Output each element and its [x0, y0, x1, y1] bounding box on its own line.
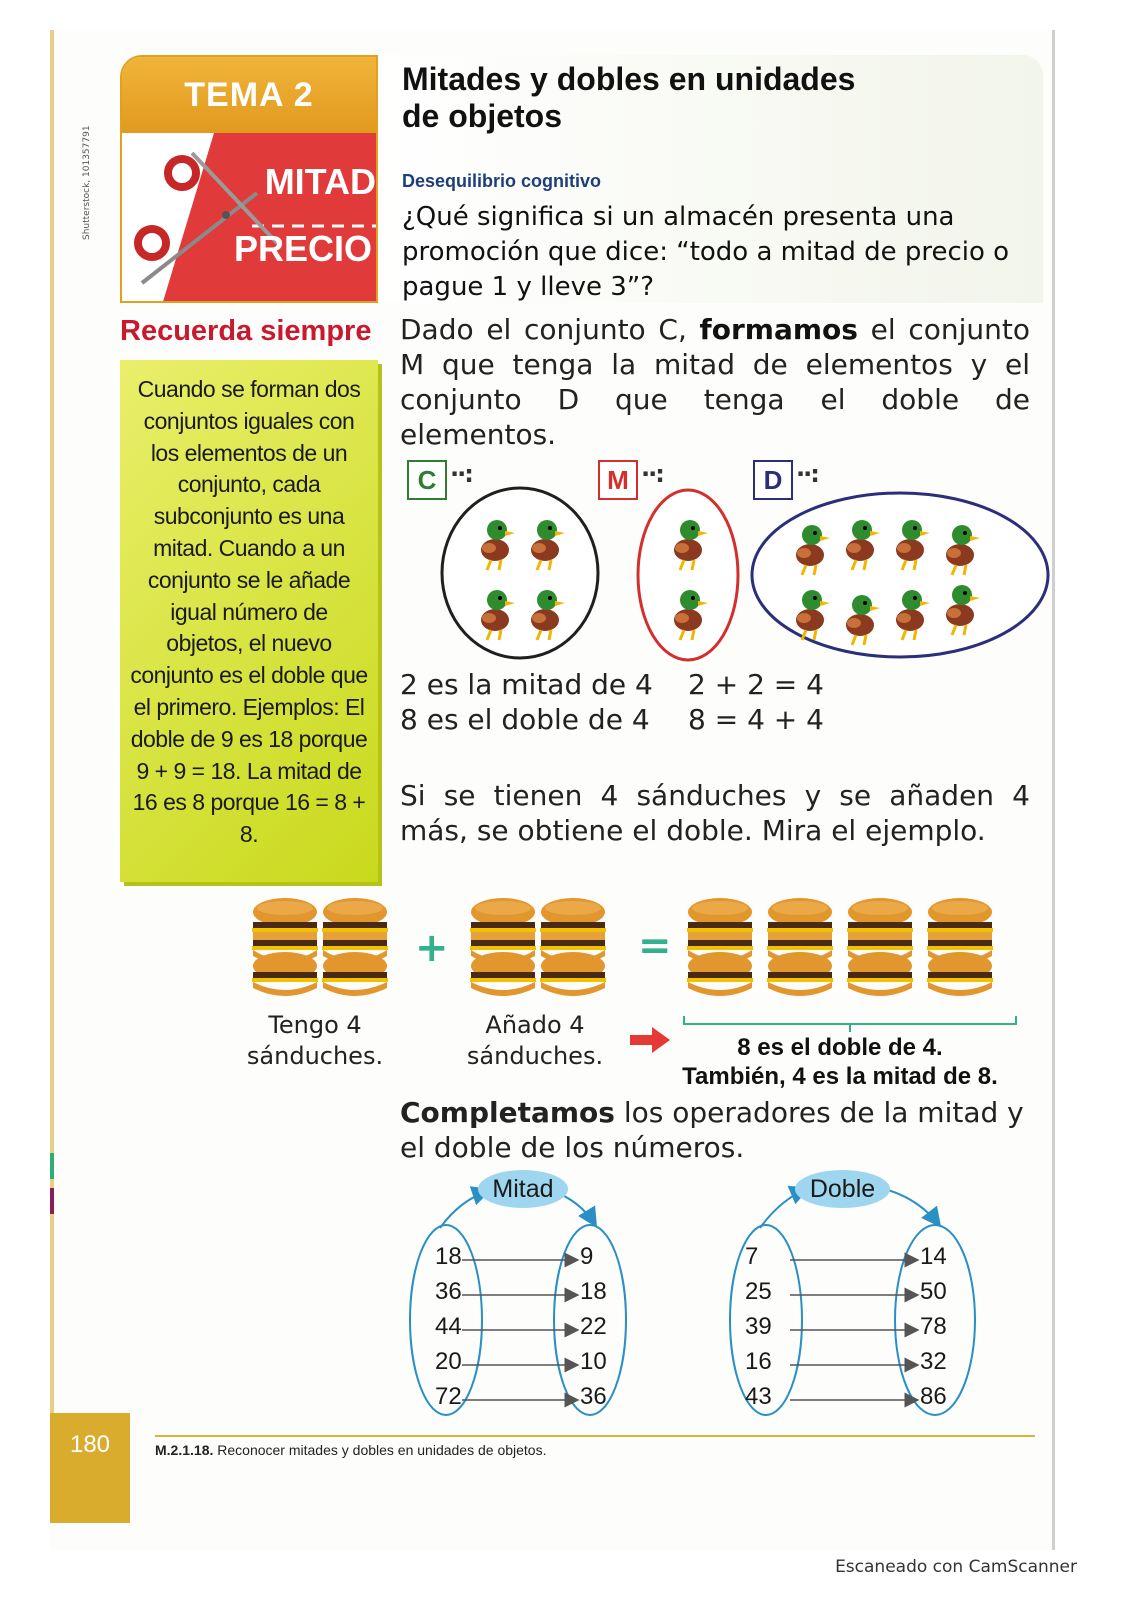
mitad-input-4: 20 [435, 1348, 462, 1375]
doble-input-2: 25 [745, 1278, 772, 1305]
complete-bold: Completamos [400, 1096, 615, 1129]
title-line-2: de objetos [402, 98, 563, 134]
conclusion-line2: También, 4 es la mitad de 8. [682, 1063, 998, 1090]
title-line-1: Mitades y dobles en unidades [402, 61, 856, 97]
doble-output-2: 50 [920, 1278, 947, 1305]
promo-mitad-text: MITAD [264, 161, 376, 202]
recuerda-title: Recuerda siempre [120, 315, 372, 347]
promo-image [122, 133, 376, 303]
page-number: 180 [50, 1413, 130, 1523]
caption-anado-line2: sánduches. [466, 1042, 604, 1070]
image-credit: Shutterstock, 101357791 [82, 125, 92, 240]
intro-paragraph [400, 312, 1030, 452]
caption-tengo-line1: Tengo 4 [268, 1011, 362, 1039]
set-d-label: D [753, 460, 793, 500]
mitad-output-2: 18 [580, 1278, 607, 1305]
sandwich-paragraph: Si se tienen 4 sánduches y se añaden 4 más, se obtiene el doble. Mira el ejemplo. [400, 779, 1030, 847]
brace-icon [680, 1012, 1020, 1032]
burger-2 [322, 898, 388, 996]
eq-doble-text: 8 es el doble de 4 [400, 703, 650, 736]
eq-sum: 2 + 2 = 4 [688, 668, 824, 701]
promo-precio-text: PRECIO [233, 228, 372, 269]
conclusion [650, 1033, 1030, 1091]
sets-diagram [430, 485, 1050, 675]
doble-output-3: 78 [920, 1313, 947, 1340]
doble-output-1: 14 [920, 1243, 947, 1270]
burger-1 [252, 898, 318, 996]
mitad-output-1: 9 [580, 1243, 594, 1270]
set-m-label: M [598, 460, 638, 500]
burger-4 [540, 898, 606, 996]
caption-anado [460, 1010, 610, 1072]
doble-bubble: Doble [795, 1170, 890, 1208]
intro-text-2: el conjunto M que tenga la mitad de elementos y el conjunto D que tenga el doble de elementos. [400, 313, 1030, 451]
side-tab-green [50, 1153, 54, 1179]
set-m-circle [638, 490, 738, 660]
mitad-bubble: Mitad [478, 1170, 568, 1208]
set-c-circle [442, 488, 598, 658]
side-tab-purple [50, 1188, 54, 1214]
equals-sign: = [638, 923, 672, 969]
burger-7 [847, 898, 913, 996]
doble-output-4: 32 [920, 1348, 947, 1375]
eq-mitad-text: 2 es la mitad de 4 [400, 668, 653, 701]
recuerda-box [120, 360, 378, 882]
set-d-dots: ··: [796, 460, 818, 488]
caption-anado-line1: Añado 4 [485, 1011, 585, 1039]
mitad-input-5: 72 [435, 1383, 462, 1410]
scanner-watermark: Escaneado con CamScanner [835, 1557, 1077, 1577]
complete-rest: los operadores de la mitad y el doble de los números. [400, 1096, 1024, 1164]
mitad-input-1: 18 [435, 1243, 462, 1270]
burger-3 [470, 898, 536, 996]
complete-paragraph [400, 1095, 1030, 1165]
mitad-output-3: 22 [580, 1313, 607, 1340]
doble-input-4: 16 [745, 1348, 772, 1375]
footer-rule [155, 1435, 1035, 1437]
recuerda-text: Cuando se forman dos conjuntos iguales con los elementos de un conjunto, cada subconjunto es una mitad. Cuando a un conjunto se le añade igual número de objetos, el nuevo conjunto es el doble que el primero. Ejemplos: El doble de 9 es 18 porque 9 + 9 = 18. La mitad de 16 es 8 porque 16 = 8 + 8. [130, 376, 368, 848]
scissors-icon [122, 133, 378, 303]
burger-8 [927, 898, 993, 996]
section-subtitle: Desequilibrio cognitivo [402, 171, 602, 191]
burger-5 [687, 898, 753, 996]
footer-desc: Reconocer mitades y dobles en unidades de objetos. [213, 1442, 547, 1458]
textbook-page [50, 30, 1055, 1550]
doble-output-5: 86 [920, 1383, 947, 1410]
mitad-output-4: 10 [580, 1348, 607, 1375]
eq-double-sum: 8 = 4 + 4 [688, 703, 824, 736]
caption-tengo-line2: sánduches. [246, 1042, 384, 1070]
conclusion-line1: 8 es el doble de 4. [737, 1034, 943, 1061]
footer-code: M.2.1.18. [155, 1442, 214, 1458]
footer-objective [155, 1442, 546, 1458]
doble-input-3: 39 [745, 1313, 772, 1340]
plus-sign: + [415, 925, 449, 971]
set-d-circle [752, 493, 1048, 657]
cognitive-question: ¿Qué significa si un almacén presenta una promoción que dice: “todo a mitad de precio o pague 1 y lleve 3”? [402, 202, 1010, 302]
mitad-output-5: 36 [580, 1383, 607, 1410]
set-c-dots: ··: [450, 460, 472, 488]
tema-box [120, 55, 378, 303]
intro-text-1: Dado el conjunto C, [400, 313, 700, 346]
set-m-dots: ··: [641, 460, 663, 488]
header-panel [378, 55, 1043, 303]
tema-label: TEMA 2 [122, 57, 376, 133]
mitad-input-2: 36 [435, 1278, 462, 1305]
doble-input-1: 7 [745, 1243, 759, 1270]
doble-input-5: 43 [745, 1383, 772, 1410]
set-c-label: C [407, 460, 447, 500]
mitad-input-3: 44 [435, 1313, 462, 1340]
burger-6 [767, 898, 833, 996]
page-title [402, 61, 855, 135]
caption-tengo [240, 1010, 390, 1072]
intro-bold: formamos [699, 313, 858, 346]
